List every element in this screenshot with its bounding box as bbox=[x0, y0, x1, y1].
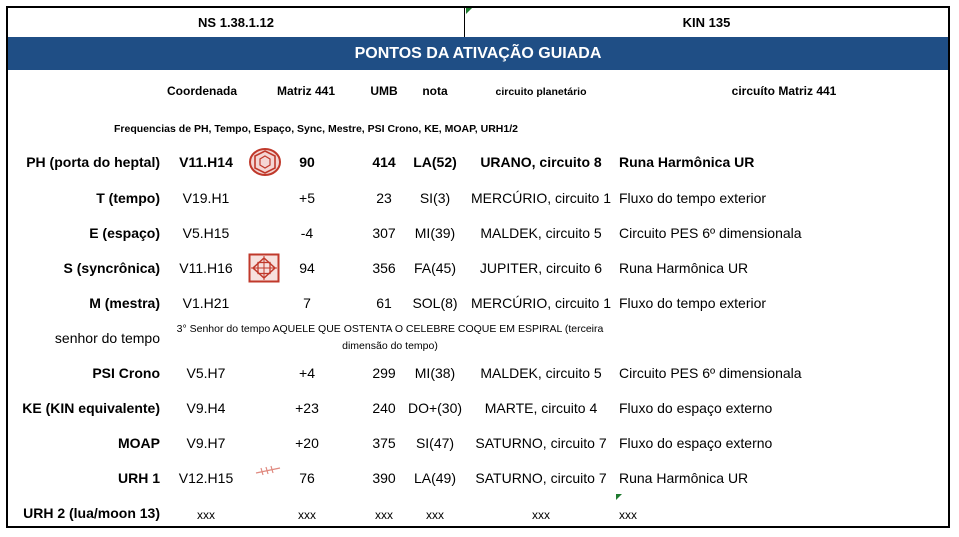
row-matriz: 94 bbox=[299, 260, 315, 276]
row-umb: 390 bbox=[372, 470, 396, 486]
row-coord: V19.H1 bbox=[182, 190, 230, 206]
row-planet: SATURNO, circuito 7 bbox=[475, 470, 607, 486]
senhor-line2: dimensão do tempo) bbox=[342, 340, 438, 352]
row-coord: V9.H4 bbox=[186, 400, 226, 416]
kin-number: KIN 135 bbox=[682, 15, 731, 30]
row-planet: URANO, circuito 8 bbox=[480, 154, 602, 170]
kin-cell bbox=[465, 8, 948, 37]
col-nota: nota bbox=[422, 84, 448, 98]
row-circuit: Fluxo do espaço externo bbox=[619, 435, 773, 451]
row-circuit: Fluxo do espaço externo bbox=[619, 400, 773, 416]
row-circuit: Runa Harmônica UR bbox=[619, 154, 755, 170]
row-nota: xxx bbox=[426, 508, 444, 522]
row-label: KE (KIN equivalente) bbox=[22, 400, 160, 416]
ns-date: NS 1.38.1.12 bbox=[198, 15, 274, 30]
page-title bbox=[8, 37, 948, 70]
row-nota: MI(39) bbox=[414, 225, 456, 241]
row-planet: MARTE, circuito 4 bbox=[484, 400, 598, 416]
col-circuito-planetario: circuito planetário bbox=[495, 86, 587, 98]
row-matriz: +5 bbox=[299, 190, 315, 206]
row-circuit: Fluxo do tempo exterior bbox=[619, 190, 767, 206]
row-planet: MALDEK, circuito 5 bbox=[480, 225, 602, 241]
row-coord: V5.H7 bbox=[186, 365, 226, 381]
row-umb: 375 bbox=[372, 435, 396, 451]
senhor-line1: 3° Senhor do tempo AQUELE QUE OSTENTA O CELEBRE COQUE EM ESPIRAL (terceira bbox=[176, 323, 604, 335]
row-label: E (espaço) bbox=[89, 225, 160, 241]
row-nota: LA(49) bbox=[413, 470, 457, 486]
row-matriz: -4 bbox=[300, 225, 314, 241]
row-coord: V9.H7 bbox=[186, 435, 226, 451]
row-label: PSI Crono bbox=[92, 365, 160, 381]
row-matriz: +20 bbox=[295, 435, 319, 451]
row-planet: JUPITER, circuito 6 bbox=[479, 260, 603, 276]
col-circuito-matriz: circuíto Matriz 441 bbox=[731, 84, 837, 98]
row-umb: xxx bbox=[375, 508, 393, 522]
row-umb: 299 bbox=[372, 365, 396, 381]
row-label: URH 2 (lua/moon 13) bbox=[23, 505, 160, 521]
urh-glyph-icon bbox=[254, 464, 282, 478]
frequencias-note: Frequencias de PH, Tempo, Espaço, Sync, Mestre, PSI Crono, KE, MOAP, URH1/2 bbox=[114, 123, 518, 135]
row-nota: LA(52) bbox=[413, 154, 457, 170]
row-coord: V11.H16 bbox=[179, 260, 233, 276]
row-umb: 240 bbox=[372, 400, 396, 416]
page-title-text: PONTOS DA ATIVAÇÃO GUIADA bbox=[354, 44, 602, 62]
row-coord: xxx bbox=[197, 508, 215, 522]
heptagon-gate-icon bbox=[248, 147, 282, 177]
row-matriz: +4 bbox=[299, 365, 315, 381]
row-label: S (syncrônica) bbox=[63, 260, 160, 276]
row-planet: MALDEK, circuito 5 bbox=[480, 365, 602, 381]
comment-marker bbox=[466, 8, 472, 14]
row-label: M (mestra) bbox=[89, 295, 160, 311]
comment-marker bbox=[616, 494, 622, 500]
row-matriz: xxx bbox=[298, 508, 316, 522]
col-umb: UMB bbox=[370, 84, 398, 98]
row-nota: DO+(30) bbox=[407, 400, 463, 416]
row-umb: 414 bbox=[372, 154, 396, 170]
row-label: MOAP bbox=[118, 435, 160, 451]
row-circuit: Runa Harmônica UR bbox=[619, 260, 749, 276]
row-coord: V1.H21 bbox=[182, 295, 230, 311]
row-umb: 307 bbox=[372, 225, 396, 241]
row-nota: FA(45) bbox=[413, 260, 457, 276]
row-circuit: Runa Harmônica UR bbox=[619, 470, 749, 486]
row-umb: 356 bbox=[372, 260, 396, 276]
row-coord: V12.H15 bbox=[178, 470, 234, 486]
synchronic-square-icon bbox=[248, 253, 280, 283]
row-label: PH (porta do heptal) bbox=[26, 154, 160, 170]
row-circuit: Circuito PES 6º dimensionala bbox=[619, 225, 802, 241]
row-matriz: +23 bbox=[295, 400, 319, 416]
row-planet: MERCÚRIO, circuito 1 bbox=[470, 295, 612, 311]
row-coord: V11.H14 bbox=[179, 154, 233, 170]
row-label: URH 1 bbox=[117, 470, 160, 486]
col-matriz: Matriz 441 bbox=[276, 84, 336, 98]
row-nota: SOL(8) bbox=[412, 295, 458, 311]
row-nota: SI(47) bbox=[415, 435, 455, 451]
row-matriz: 76 bbox=[299, 470, 315, 486]
row-circuit: xxx bbox=[619, 508, 637, 522]
row-coord: V5.H15 bbox=[182, 225, 230, 241]
row-umb: 61 bbox=[376, 295, 392, 311]
row-circuit: Circuito PES 6º dimensionala bbox=[619, 365, 802, 381]
row-planet: xxx bbox=[532, 508, 550, 522]
senhor-label: senhor do tempo bbox=[54, 330, 160, 346]
row-label: T (tempo) bbox=[96, 190, 160, 206]
row-planet: SATURNO, circuito 7 bbox=[475, 435, 607, 451]
row-planet: MERCÚRIO, circuito 1 bbox=[470, 190, 612, 206]
row-matriz: 7 bbox=[303, 295, 311, 311]
row-umb: 23 bbox=[376, 190, 392, 206]
activation-sheet bbox=[6, 6, 950, 528]
ns-date-cell bbox=[8, 8, 465, 37]
row-nota: SI(3) bbox=[419, 190, 451, 206]
row-matriz: 90 bbox=[299, 154, 315, 170]
row-circuit: Fluxo do tempo exterior bbox=[619, 295, 767, 311]
row-nota: MI(38) bbox=[414, 365, 456, 381]
col-coordenada: Coordenada bbox=[167, 84, 238, 98]
